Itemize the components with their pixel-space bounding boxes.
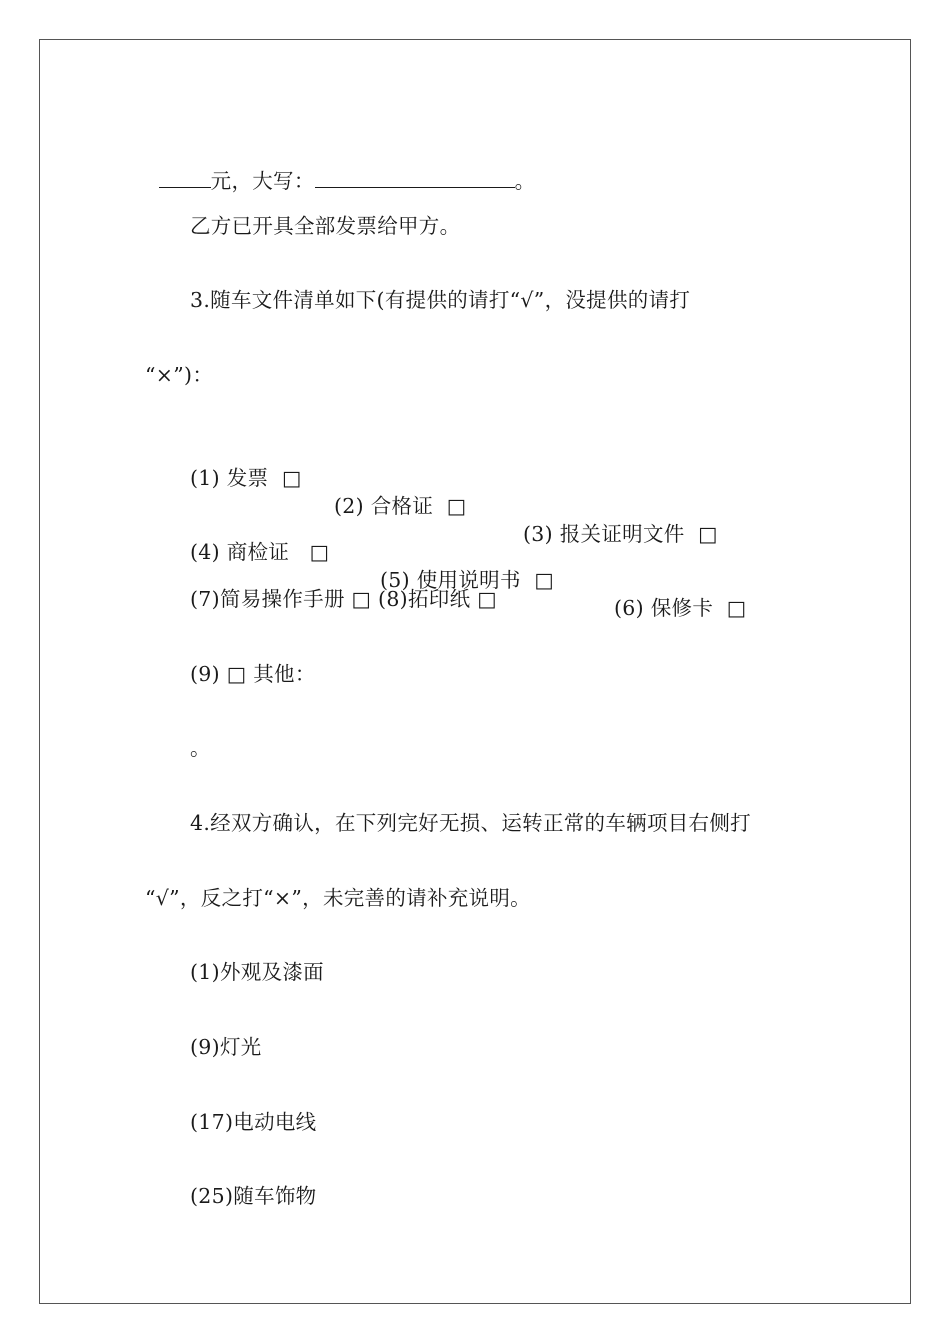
uppercase-amount-blank[interactable] xyxy=(315,169,515,188)
doc-item-manual[interactable]: (5) 使用说明书 □ xyxy=(380,568,555,592)
amount-uppercase-label: 元，大写： xyxy=(210,169,315,193)
other-end-period: 。 xyxy=(190,736,211,760)
amount-line-end: 。 xyxy=(514,169,536,193)
check-item-electric-wiring[interactable]: (17)电动电线 xyxy=(190,1110,317,1134)
check-item-accessories[interactable]: (25)随车饰物 xyxy=(190,1184,317,1208)
page-border xyxy=(39,39,911,1304)
documents-list-heading-cont: “×”)： xyxy=(145,363,214,387)
documents-row-3[interactable]: (7)简易操作手册 □ (8)拓印纸 □ xyxy=(190,587,497,611)
vehicle-check-heading-cont: “√”，反之打“×”，未完善的请补充说明。 xyxy=(145,886,531,910)
check-item-exterior[interactable]: (1)外观及漆面 xyxy=(190,960,324,984)
check-item-lights[interactable]: (9)灯光 xyxy=(190,1035,262,1059)
doc-item-warranty[interactable]: (6) 保修卡 □ xyxy=(614,596,747,620)
amount-line xyxy=(145,139,535,195)
amount-blank[interactable] xyxy=(159,169,211,188)
documents-row-4[interactable]: (9) □ 其他： xyxy=(190,662,316,686)
doc-item-customs[interactable]: (3) 报关证明文件 □ xyxy=(523,522,718,546)
invoice-statement: 乙方已开具全部发票给甲方。 xyxy=(190,214,461,238)
doc-item-certificate[interactable]: (2) 合格证 □ xyxy=(334,494,467,518)
documents-list-heading: 3.随车文件清单如下(有提供的请打“√”，没提供的请打 xyxy=(190,288,691,312)
doc-item-inspection[interactable]: (4) 商检证 □ xyxy=(190,540,330,564)
doc-item-invoice[interactable]: (1) 发票 □ xyxy=(190,466,302,490)
vehicle-check-heading: 4.经双方确认，在下列完好无损、运转正常的车辆项目右侧打 xyxy=(190,811,751,835)
